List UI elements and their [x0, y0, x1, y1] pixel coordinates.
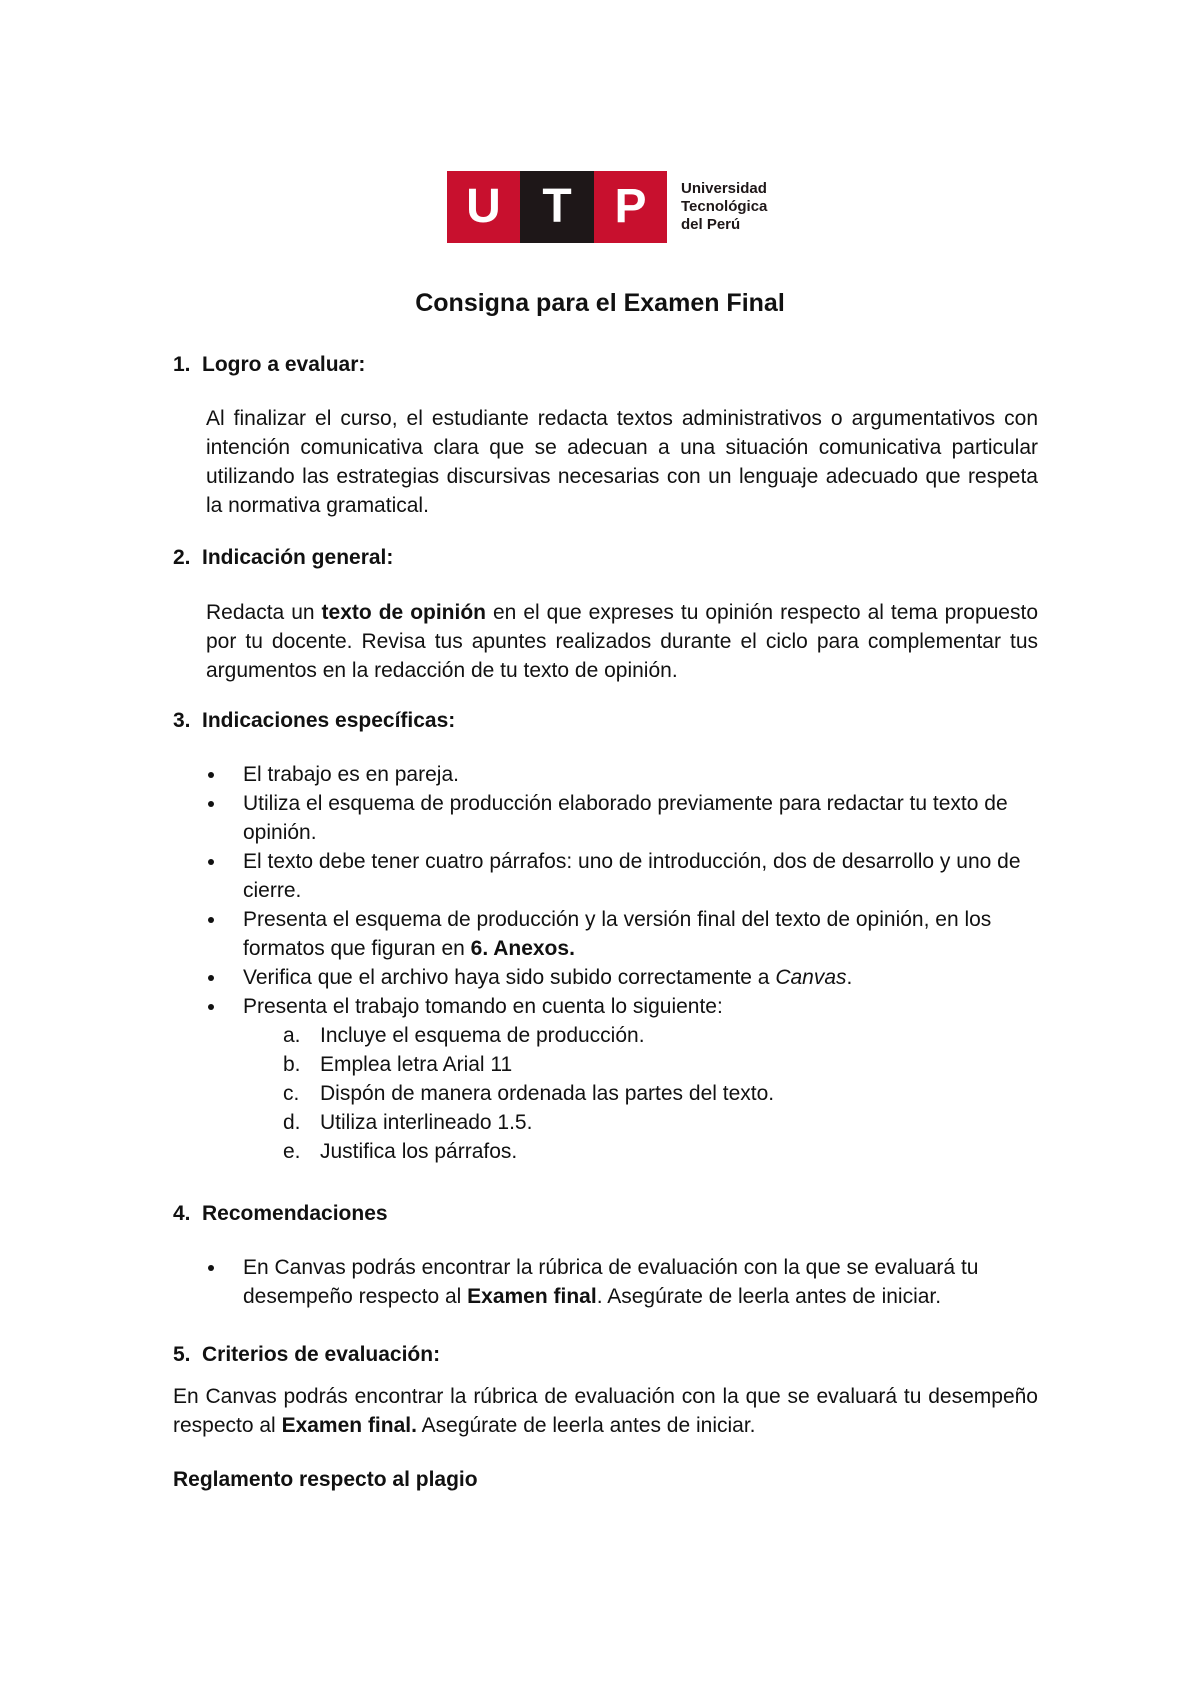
section-1-number: 1.	[173, 353, 191, 376]
sub-item-letter: e.	[283, 1140, 301, 1163]
section-5-title: Criterios de evaluación:	[202, 1343, 441, 1366]
bullet-text: El texto debe tener cuatro párrafos: uno de introducción, dos de desarrollo y uno de cierre.	[243, 850, 1021, 902]
page-title: Consigna para el Examen Final	[415, 289, 785, 317]
sub-item-letter: a.	[283, 1024, 301, 1047]
sub-item-text: Justifica los párrafos.	[320, 1140, 518, 1163]
bullet-text: En Canvas podrás encontrar la rúbrica de evaluación con la que se evaluará tu desempeño respecto al	[243, 1256, 979, 1308]
sub-list-item	[243, 1050, 1042, 1079]
sub-list-item	[243, 1079, 1042, 1108]
sub-item-text: Emplea letra Arial 11	[320, 1053, 513, 1076]
sub-list-item	[243, 1108, 1042, 1137]
logo-word-tecnologica: Tecnológica	[681, 198, 768, 215]
section-3-number: 3.	[173, 709, 191, 732]
section-2-body-pre: Redacta un	[206, 601, 322, 624]
bullet-text-end: . Asegúrate de leerla antes de iniciar.	[596, 1285, 942, 1308]
list-item	[206, 963, 1042, 992]
utp-logo	[447, 171, 767, 243]
section-4-number: 4.	[173, 1202, 191, 1225]
section-3-bullet-list	[206, 760, 1042, 1166]
bullet-text: El trabajo es en pareja.	[243, 763, 459, 786]
section-2-number: 2.	[173, 546, 191, 569]
bullet-text-end: .	[846, 966, 853, 989]
logo-letter-p: P	[594, 171, 667, 243]
sub-list-item	[243, 1137, 1042, 1166]
section-4-title: Recomendaciones	[202, 1202, 388, 1225]
examen-final-bold: Examen final	[467, 1285, 597, 1308]
section-2-title: Indicación general:	[202, 546, 394, 569]
anexos-reference: 6. Anexos.	[470, 937, 575, 960]
list-item	[206, 905, 1042, 963]
bullet-text: Utiliza el esquema de producción elaborado previamente para redactar tu texto de opinión.	[243, 792, 1008, 844]
section-1-body: Al finalizar el curso, el estudiante redacta textos administrativos o argumentativos con intención comunicativa clara que se adecuan a una situación comunicativa particular utilizando las estrategias discursivas necesarias con un lenguaje adecuado que respeta la normativa gramatical.	[206, 407, 1038, 517]
plagio-heading: Reglamento respecto al plagio	[173, 1468, 478, 1491]
list-item	[206, 847, 1042, 905]
section-4-bullet-list	[206, 1253, 1042, 1311]
logo-letter-u: U	[447, 171, 520, 243]
section-1-title: Logro a evaluar:	[202, 353, 366, 376]
section-2-body-bold: texto de opinión	[321, 601, 486, 624]
section-2-heading	[173, 543, 393, 572]
section-5-body-pre: En Canvas podrás encontrar la rúbrica de evaluación con la que se evaluará tu desempeño respecto al	[173, 1385, 1038, 1437]
bullet-text: Presenta el trabajo tomando en cuenta lo siguiente:	[243, 995, 723, 1018]
section-3-heading	[173, 706, 455, 735]
list-item	[206, 992, 1042, 1166]
sub-list-item	[243, 1021, 1042, 1050]
bullet-dot-icon	[208, 772, 214, 778]
bullet-dot-icon	[208, 1265, 214, 1271]
logo-word-peru: del Perú	[681, 216, 741, 233]
bullet-dot-icon	[208, 859, 214, 865]
list-item	[206, 760, 1042, 789]
list-item	[206, 789, 1042, 847]
section-5-heading	[173, 1340, 440, 1369]
bullet-dot-icon	[208, 975, 214, 981]
section-1-heading	[173, 350, 365, 379]
sub-item-text: Incluye el esquema de producción.	[320, 1024, 645, 1047]
section-5-number: 5.	[173, 1343, 191, 1366]
sub-item-letter: d.	[283, 1111, 301, 1134]
logo-letter-t: T	[520, 171, 594, 243]
sub-list	[243, 1021, 1042, 1166]
sub-item-text: Dispón de manera ordenada las partes del texto.	[320, 1082, 775, 1105]
section-4-heading	[173, 1199, 388, 1228]
sub-item-letter: b.	[283, 1053, 301, 1076]
sub-item-letter: c.	[283, 1082, 300, 1105]
bullet-text: Presenta el esquema de producción y la versión final del texto de opinión, en los formatos que figuran en	[243, 908, 992, 960]
section-5-body-post: Asegúrate de leerla antes de iniciar.	[416, 1414, 756, 1437]
logo-word-universidad: Universidad	[681, 180, 767, 197]
logo-wordmark	[681, 180, 767, 234]
section-3-title: Indicaciones específicas:	[202, 709, 456, 732]
bullet-dot-icon	[208, 917, 214, 923]
list-item	[206, 1253, 1042, 1311]
section-2-body	[206, 598, 1038, 685]
section-2-body-post: en el que expreses tu opinión respecto al tema propuesto por tu docente. Revisa tus apuntes realizados durante el ciclo para complementar tus argumentos en la redacción de tu texto de opinión.	[206, 601, 1038, 682]
bullet-dot-icon	[208, 801, 214, 807]
canvas-italic: Canvas	[775, 966, 847, 989]
bullet-text: Verifica que el archivo haya sido subido correctamente a	[243, 966, 776, 989]
section-5-body	[173, 1382, 1038, 1440]
section-5-body-bold: Examen final.	[281, 1414, 417, 1437]
sub-item-text: Utiliza interlineado 1.5.	[320, 1111, 533, 1134]
bullet-dot-icon	[208, 1004, 214, 1010]
